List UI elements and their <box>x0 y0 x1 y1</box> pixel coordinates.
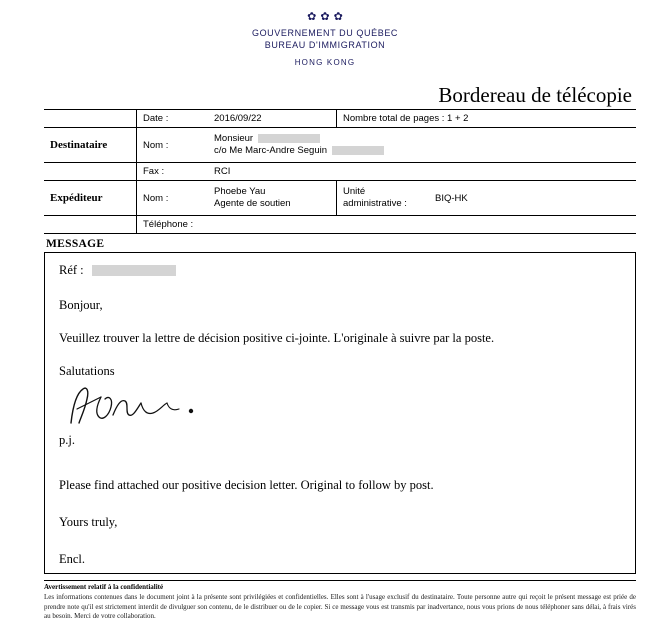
recipient-fax-value: RCI <box>214 166 231 177</box>
spacer-cell <box>44 110 136 127</box>
recipient-name-value <box>208 128 636 162</box>
fax-header-table <box>44 109 636 234</box>
fleur-de-lis-icon: ✿ <box>333 11 343 23</box>
handwritten-signature-icon <box>63 383 233 427</box>
attachment-note-fr: p.j. <box>59 433 75 447</box>
english-closing-line: Yours truly, <box>59 515 118 529</box>
crest-fleur-de-lis-group <box>0 12 650 23</box>
sender-phone-value <box>208 216 636 233</box>
redaction-block <box>92 265 176 276</box>
confidentiality-notice-body: Les informations contenues dans le document joint à la présente sont privilégiées et confidentielles. Elles sont à l'usage exclusif du destinataire. Toute personne autre qui reçoit le présent message est priée de prendre note qu'il est strictement interdit de divulguer son contenu, de le distribuer ou de le copier. Si ce message vous est transmis par inadvertance, nous vous prions de nous téléphoner sans délai, à frais virés au besoin. Merci de votre collaboration. <box>44 593 636 620</box>
page-title-row <box>0 83 650 107</box>
administrative-unit-label-line1: Unité <box>343 186 366 197</box>
message-body-box <box>44 252 636 574</box>
message-section-label: MESSAGE <box>46 238 105 250</box>
sender-title-line: Agente de soutien <box>214 198 291 209</box>
french-closing-line: Salutations <box>59 364 115 378</box>
spacer-cell <box>44 216 136 233</box>
recipient-name-label: Nom : <box>136 128 208 162</box>
sender-label: Expéditeur <box>50 192 103 204</box>
recipient-name-line2: c/o Me Marc-Andre Seguin <box>214 145 327 156</box>
recipient-fax-label: Fax : <box>136 163 208 180</box>
attachment-note-en: Encl. <box>59 552 86 566</box>
table-row <box>44 163 636 181</box>
date-label: Date : <box>136 110 208 127</box>
reference-line <box>59 263 621 278</box>
sender-name-line1: Phoebe Yau <box>214 186 266 197</box>
sender-phone-label: Téléphone : <box>136 216 208 233</box>
signature-mark <box>63 383 621 427</box>
office-city: HONG KONG <box>294 58 356 67</box>
government-name: GOUVERNEMENT DU QUÉBEC <box>251 28 399 38</box>
english-body-line: Please find attached our positive decision letter. Original to follow by post. <box>59 478 434 492</box>
table-row <box>44 110 636 128</box>
total-pages-label: Nombre total de pages : 1 + 2 <box>336 110 636 127</box>
confidentiality-notice <box>44 580 636 622</box>
fleur-de-lis-icon: ✿ <box>307 11 317 23</box>
administrative-unit-label-line2: administrative : <box>343 198 407 209</box>
redaction-block <box>258 134 320 143</box>
sender-name-label: Nom : <box>136 181 208 215</box>
date-value: 2016/09/22 <box>214 113 262 124</box>
recipient-label: Destinataire <box>50 139 108 151</box>
french-body-line: Veuillez trouver la lettre de décision positive ci-jointe. L'originale à suivre par la poste. <box>59 331 495 345</box>
redaction-block <box>332 146 384 155</box>
recipient-name-line1: Monsieur <box>214 133 254 144</box>
sender-name-value <box>208 181 336 215</box>
page-title: Bordereau de télécopie <box>438 83 632 107</box>
table-row <box>44 181 636 216</box>
table-row <box>44 128 636 163</box>
document-header <box>0 0 650 69</box>
greeting-line: Bonjour, <box>59 298 103 312</box>
table-row <box>44 216 636 233</box>
administrative-unit-value: BIQ-HK <box>435 192 468 204</box>
reference-label: Réf : <box>59 263 84 277</box>
office-name: BUREAU D'IMMIGRATION <box>264 40 386 50</box>
confidentiality-notice-title: Avertissement relatif à la confidentialité <box>44 583 164 591</box>
spacer-cell <box>44 163 136 180</box>
fleur-de-lis-icon: ✿ <box>320 11 330 23</box>
administrative-unit-cell <box>336 181 636 215</box>
